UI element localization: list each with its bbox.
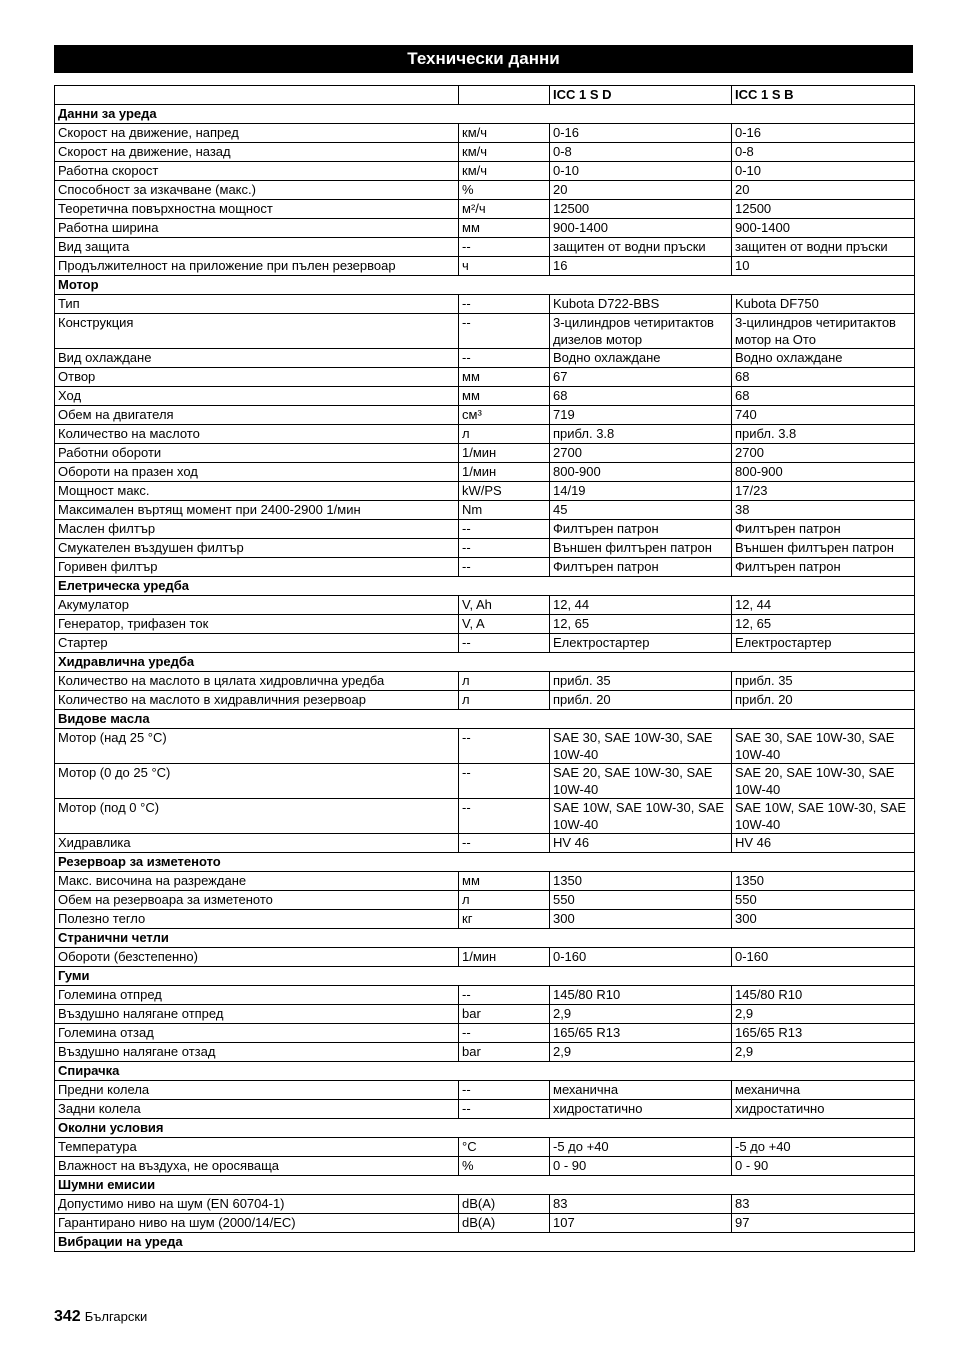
value-icc1sb: Филтърен патрон bbox=[732, 520, 915, 539]
unit-cell: км/ч bbox=[459, 162, 550, 181]
unit-cell: Nm bbox=[459, 501, 550, 520]
value-icc1sb: 10 bbox=[732, 257, 915, 276]
unit-cell: -- bbox=[459, 764, 550, 799]
param-label: Задни колела bbox=[55, 1100, 459, 1119]
table-row bbox=[55, 910, 915, 929]
value-icc1sd: Филтърен патрон bbox=[550, 558, 732, 577]
unit-cell: 1/мин bbox=[459, 948, 550, 967]
value-icc1sb: -5 до +40 bbox=[732, 1138, 915, 1157]
param-label: Акумулатор bbox=[55, 596, 459, 615]
param-label: Обем на двигателя bbox=[55, 406, 459, 425]
table-row bbox=[55, 1214, 915, 1233]
unit-cell: -- bbox=[459, 634, 550, 653]
value-icc1sd: защитен от водни пръски bbox=[550, 238, 732, 257]
param-label: Полезно тегло bbox=[55, 910, 459, 929]
value-icc1sb: SAE 20, SAE 10W-30, SAE 10W-40 bbox=[732, 764, 915, 799]
unit-cell: -- bbox=[459, 238, 550, 257]
value-icc1sd: 1350 bbox=[550, 872, 732, 891]
value-icc1sb: 0-10 bbox=[732, 162, 915, 181]
unit-cell: л bbox=[459, 425, 550, 444]
table-row bbox=[55, 1005, 915, 1024]
param-label: Вид охлаждане bbox=[55, 349, 459, 368]
table-row bbox=[55, 539, 915, 558]
value-icc1sb: механична bbox=[732, 1081, 915, 1100]
value-icc1sb: 12, 65 bbox=[732, 615, 915, 634]
unit-cell: кг bbox=[459, 910, 550, 929]
value-icc1sd: 145/80 R10 bbox=[550, 986, 732, 1005]
table-row bbox=[55, 1157, 915, 1176]
unit-cell: kW/PS bbox=[459, 482, 550, 501]
value-icc1sb: 97 bbox=[732, 1214, 915, 1233]
page-number: 342 bbox=[54, 1308, 81, 1325]
value-icc1sb: 900-1400 bbox=[732, 219, 915, 238]
value-icc1sb: защитен от водни пръски bbox=[732, 238, 915, 257]
section-heading: Странични четли bbox=[55, 929, 915, 948]
table-row bbox=[55, 520, 915, 539]
unit-cell: -- bbox=[459, 1024, 550, 1043]
section-row bbox=[55, 105, 915, 124]
value-icc1sd: 300 bbox=[550, 910, 732, 929]
unit-cell: -- bbox=[459, 834, 550, 853]
section-row bbox=[55, 710, 915, 729]
table-row bbox=[55, 764, 915, 799]
value-icc1sd: прибл. 3.8 bbox=[550, 425, 732, 444]
table-row bbox=[55, 872, 915, 891]
value-icc1sd: 0 - 90 bbox=[550, 1157, 732, 1176]
unit-cell: -- bbox=[459, 558, 550, 577]
table-row bbox=[55, 257, 915, 276]
value-icc1sb: SAE 30, SAE 10W-30, SAE 10W-40 bbox=[732, 729, 915, 764]
section-row bbox=[55, 577, 915, 596]
section-row bbox=[55, 1062, 915, 1081]
param-label: Работни обороти bbox=[55, 444, 459, 463]
param-label: Продължителност на приложение при пълен резервоар bbox=[55, 257, 459, 276]
value-icc1sd: 719 bbox=[550, 406, 732, 425]
value-icc1sb: хидростатично bbox=[732, 1100, 915, 1119]
table-row bbox=[55, 1100, 915, 1119]
value-icc1sb: 0-160 bbox=[732, 948, 915, 967]
param-label: Максимален въртящ момент при 2400-2900 1/мин bbox=[55, 501, 459, 520]
section-heading: Мотор bbox=[55, 276, 915, 295]
table-row bbox=[55, 463, 915, 482]
header-cell bbox=[459, 86, 550, 105]
param-label: Големина отпред bbox=[55, 986, 459, 1005]
unit-cell: V, A bbox=[459, 615, 550, 634]
unit-cell: dB(A) bbox=[459, 1214, 550, 1233]
value-icc1sd: Електростартер bbox=[550, 634, 732, 653]
unit-cell: -- bbox=[459, 729, 550, 764]
unit-cell: % bbox=[459, 1157, 550, 1176]
table-row bbox=[55, 729, 915, 764]
param-label: Количество на маслото в цялата хидровлична уредба bbox=[55, 672, 459, 691]
section-heading: Гуми bbox=[55, 967, 915, 986]
table-row bbox=[55, 444, 915, 463]
unit-cell: ч bbox=[459, 257, 550, 276]
value-icc1sd: 45 bbox=[550, 501, 732, 520]
value-icc1sd: 0-8 bbox=[550, 143, 732, 162]
value-icc1sd: HV 46 bbox=[550, 834, 732, 853]
param-label: Способност за изкачване (макс.) bbox=[55, 181, 459, 200]
unit-cell: 1/мин bbox=[459, 463, 550, 482]
table-row bbox=[55, 558, 915, 577]
section-row bbox=[55, 853, 915, 872]
table-row bbox=[55, 349, 915, 368]
value-icc1sd: Външен филтърен патрон bbox=[550, 539, 732, 558]
table-row bbox=[55, 387, 915, 406]
section-heading: Елетрическа уредба bbox=[55, 577, 915, 596]
page-footer bbox=[54, 1308, 147, 1326]
section-heading: Хидравлична уредба bbox=[55, 653, 915, 672]
unit-cell: -- bbox=[459, 349, 550, 368]
value-icc1sd: 900-1400 bbox=[550, 219, 732, 238]
value-icc1sd: 0-160 bbox=[550, 948, 732, 967]
table-row bbox=[55, 799, 915, 834]
param-label: Количество на маслото bbox=[55, 425, 459, 444]
table-row bbox=[55, 406, 915, 425]
unit-cell: мм bbox=[459, 872, 550, 891]
param-label: Гарантирано ниво на шум (2000/14/EC) bbox=[55, 1214, 459, 1233]
unit-cell: bar bbox=[459, 1005, 550, 1024]
unit-cell: мм bbox=[459, 387, 550, 406]
unit-cell: л bbox=[459, 691, 550, 710]
value-icc1sb: 0-8 bbox=[732, 143, 915, 162]
table-row bbox=[55, 834, 915, 853]
param-label: Обем на резервоара за изметеното bbox=[55, 891, 459, 910]
value-icc1sb: 12500 bbox=[732, 200, 915, 219]
param-label: Работна скорост bbox=[55, 162, 459, 181]
section-heading: Видове масла bbox=[55, 710, 915, 729]
unit-cell: м²/ч bbox=[459, 200, 550, 219]
value-icc1sd: прибл. 35 bbox=[550, 672, 732, 691]
value-icc1sb: 83 bbox=[732, 1195, 915, 1214]
value-icc1sd: 67 bbox=[550, 368, 732, 387]
value-icc1sb: HV 46 bbox=[732, 834, 915, 853]
value-icc1sb: Kubota DF750 bbox=[732, 295, 915, 314]
unit-cell: 1/мин bbox=[459, 444, 550, 463]
table-row bbox=[55, 425, 915, 444]
table-row bbox=[55, 948, 915, 967]
section-heading: Резервоар за изметеното bbox=[55, 853, 915, 872]
param-label: Макс. височина на разреждане bbox=[55, 872, 459, 891]
value-icc1sb: 300 bbox=[732, 910, 915, 929]
unit-cell: км/ч bbox=[459, 143, 550, 162]
value-icc1sd: SAE 20, SAE 10W-30, SAE 10W-40 bbox=[550, 764, 732, 799]
value-icc1sd: 2,9 bbox=[550, 1005, 732, 1024]
param-label: Тип bbox=[55, 295, 459, 314]
value-icc1sd: 800-900 bbox=[550, 463, 732, 482]
value-icc1sd: прибл. 20 bbox=[550, 691, 732, 710]
table-row bbox=[55, 143, 915, 162]
param-label: Големина отзад bbox=[55, 1024, 459, 1043]
param-label: Количество на маслото в хидравличния резервоар bbox=[55, 691, 459, 710]
param-label: Обороти (безстепенно) bbox=[55, 948, 459, 967]
table-row bbox=[55, 482, 915, 501]
value-icc1sd: Филтърен патрон bbox=[550, 520, 732, 539]
value-icc1sb: 20 bbox=[732, 181, 915, 200]
section-heading: Околни условия bbox=[55, 1119, 915, 1138]
value-icc1sd: 14/19 bbox=[550, 482, 732, 501]
value-icc1sd: 12, 65 bbox=[550, 615, 732, 634]
param-label: Температура bbox=[55, 1138, 459, 1157]
value-icc1sb: 1350 bbox=[732, 872, 915, 891]
value-icc1sd: 2700 bbox=[550, 444, 732, 463]
unit-cell: -- bbox=[459, 314, 550, 349]
param-label: Отвор bbox=[55, 368, 459, 387]
value-icc1sd: 68 bbox=[550, 387, 732, 406]
value-icc1sb: 0 - 90 bbox=[732, 1157, 915, 1176]
table-row bbox=[55, 691, 915, 710]
param-label: Вид защита bbox=[55, 238, 459, 257]
value-icc1sd: 2,9 bbox=[550, 1043, 732, 1062]
value-icc1sd: 0-10 bbox=[550, 162, 732, 181]
unit-cell: мм bbox=[459, 368, 550, 387]
value-icc1sb: 800-900 bbox=[732, 463, 915, 482]
param-label: Мощност макс. bbox=[55, 482, 459, 501]
value-icc1sb: 165/65 R13 bbox=[732, 1024, 915, 1043]
header-cell: ICC 1 S B bbox=[732, 86, 915, 105]
param-label: Мотор (над 25 °C) bbox=[55, 729, 459, 764]
table-header-row bbox=[55, 86, 915, 105]
param-label: Допустимо ниво на шум (EN 60704-1) bbox=[55, 1195, 459, 1214]
unit-cell: л bbox=[459, 891, 550, 910]
table-row bbox=[55, 368, 915, 387]
param-label: Маслен филтър bbox=[55, 520, 459, 539]
value-icc1sb: 17/23 bbox=[732, 482, 915, 501]
section-heading: Вибрации на уреда bbox=[55, 1233, 915, 1252]
value-icc1sb: 68 bbox=[732, 387, 915, 406]
unit-cell: bar bbox=[459, 1043, 550, 1062]
unit-cell: % bbox=[459, 181, 550, 200]
value-icc1sd: 20 bbox=[550, 181, 732, 200]
table-row bbox=[55, 124, 915, 143]
table-row bbox=[55, 634, 915, 653]
param-label: Конструкция bbox=[55, 314, 459, 349]
param-label: Предни колела bbox=[55, 1081, 459, 1100]
unit-cell: -- bbox=[459, 295, 550, 314]
param-label: Ход bbox=[55, 387, 459, 406]
table-row bbox=[55, 219, 915, 238]
param-label: Смукателен въздушен филтър bbox=[55, 539, 459, 558]
value-icc1sd: 550 bbox=[550, 891, 732, 910]
table-row bbox=[55, 1043, 915, 1062]
value-icc1sd: 3-цилиндров четиритактов дизелов мотор bbox=[550, 314, 732, 349]
value-icc1sb: Външен филтърен патрон bbox=[732, 539, 915, 558]
section-heading: Спирачка bbox=[55, 1062, 915, 1081]
value-icc1sd: 107 bbox=[550, 1214, 732, 1233]
table-row bbox=[55, 162, 915, 181]
value-icc1sb: Филтърен патрон bbox=[732, 558, 915, 577]
value-icc1sb: прибл. 3.8 bbox=[732, 425, 915, 444]
table-row bbox=[55, 1195, 915, 1214]
table-row bbox=[55, 891, 915, 910]
value-icc1sb: Водно охлаждане bbox=[732, 349, 915, 368]
value-icc1sd: 12, 44 bbox=[550, 596, 732, 615]
unit-cell: -- bbox=[459, 539, 550, 558]
param-label: Въздушно налягане отзад bbox=[55, 1043, 459, 1062]
table-row bbox=[55, 1024, 915, 1043]
param-label: Влажност на въздуха, не оросяваща bbox=[55, 1157, 459, 1176]
param-label: Хидравлика bbox=[55, 834, 459, 853]
value-icc1sd: SAE 30, SAE 10W-30, SAE 10W-40 bbox=[550, 729, 732, 764]
value-icc1sb: прибл. 20 bbox=[732, 691, 915, 710]
param-label: Скорост на движение, напред bbox=[55, 124, 459, 143]
unit-cell: -- bbox=[459, 1081, 550, 1100]
value-icc1sd: хидростатично bbox=[550, 1100, 732, 1119]
value-icc1sb: Електростартер bbox=[732, 634, 915, 653]
param-label: Теоретична повърхностна мощност bbox=[55, 200, 459, 219]
unit-cell: км/ч bbox=[459, 124, 550, 143]
value-icc1sd: Kubota D722-BBS bbox=[550, 295, 732, 314]
unit-cell: л bbox=[459, 672, 550, 691]
section-row bbox=[55, 929, 915, 948]
section-row bbox=[55, 653, 915, 672]
param-label: Генератор, трифазен ток bbox=[55, 615, 459, 634]
value-icc1sb: 68 bbox=[732, 368, 915, 387]
value-icc1sb: 38 bbox=[732, 501, 915, 520]
value-icc1sd: SAE 10W, SAE 10W-30, SAE 10W-40 bbox=[550, 799, 732, 834]
value-icc1sb: 0-16 bbox=[732, 124, 915, 143]
tech-data-table bbox=[54, 85, 915, 1252]
value-icc1sd: механична bbox=[550, 1081, 732, 1100]
table-row bbox=[55, 295, 915, 314]
section-row bbox=[55, 1176, 915, 1195]
param-label: Скорост на движение, назад bbox=[55, 143, 459, 162]
table-row bbox=[55, 672, 915, 691]
footer-language: Български bbox=[84, 1309, 148, 1324]
unit-cell: мм bbox=[459, 219, 550, 238]
unit-cell: V, Ah bbox=[459, 596, 550, 615]
param-label: Въздушно налягане отпред bbox=[55, 1005, 459, 1024]
section-row bbox=[55, 967, 915, 986]
value-icc1sd: 165/65 R13 bbox=[550, 1024, 732, 1043]
value-icc1sb: 12, 44 bbox=[732, 596, 915, 615]
param-label: Горивен филтър bbox=[55, 558, 459, 577]
param-label: Обороти на празен ход bbox=[55, 463, 459, 482]
value-icc1sb: SAE 10W, SAE 10W-30, SAE 10W-40 bbox=[732, 799, 915, 834]
param-label: Работна ширина bbox=[55, 219, 459, 238]
unit-cell: dB(A) bbox=[459, 1195, 550, 1214]
table-row bbox=[55, 181, 915, 200]
table-row bbox=[55, 238, 915, 257]
value-icc1sb: 3-цилиндров четиритактов мотор на Ото bbox=[732, 314, 915, 349]
value-icc1sd: Водно охлаждане bbox=[550, 349, 732, 368]
table-row bbox=[55, 1138, 915, 1157]
unit-cell: -- bbox=[459, 799, 550, 834]
value-icc1sd: 0-16 bbox=[550, 124, 732, 143]
value-icc1sd: 16 bbox=[550, 257, 732, 276]
unit-cell: -- bbox=[459, 1100, 550, 1119]
value-icc1sb: 145/80 R10 bbox=[732, 986, 915, 1005]
header-cell: ICC 1 S D bbox=[550, 86, 732, 105]
header-cell bbox=[55, 86, 459, 105]
value-icc1sb: 2700 bbox=[732, 444, 915, 463]
param-label: Мотор (0 до 25 °C) bbox=[55, 764, 459, 799]
unit-cell: -- bbox=[459, 520, 550, 539]
param-label: Стартер bbox=[55, 634, 459, 653]
page-title: Технически данни bbox=[54, 45, 913, 73]
table-row bbox=[55, 986, 915, 1005]
unit-cell: °C bbox=[459, 1138, 550, 1157]
table-row bbox=[55, 501, 915, 520]
table-row bbox=[55, 615, 915, 634]
value-icc1sb: 740 bbox=[732, 406, 915, 425]
value-icc1sb: прибл. 35 bbox=[732, 672, 915, 691]
table-row bbox=[55, 1081, 915, 1100]
table-row bbox=[55, 596, 915, 615]
value-icc1sd: -5 до +40 bbox=[550, 1138, 732, 1157]
table-row bbox=[55, 314, 915, 349]
section-heading: Шумни емисии bbox=[55, 1176, 915, 1195]
table-row bbox=[55, 200, 915, 219]
section-row bbox=[55, 276, 915, 295]
value-icc1sb: 2,9 bbox=[732, 1043, 915, 1062]
section-row bbox=[55, 1233, 915, 1252]
value-icc1sb: 550 bbox=[732, 891, 915, 910]
value-icc1sd: 83 bbox=[550, 1195, 732, 1214]
unit-cell: -- bbox=[459, 986, 550, 1005]
value-icc1sd: 12500 bbox=[550, 200, 732, 219]
value-icc1sb: 2,9 bbox=[732, 1005, 915, 1024]
unit-cell: см³ bbox=[459, 406, 550, 425]
section-heading: Данни за уреда bbox=[55, 105, 915, 124]
section-row bbox=[55, 1119, 915, 1138]
param-label: Мотор (под 0 °C) bbox=[55, 799, 459, 834]
